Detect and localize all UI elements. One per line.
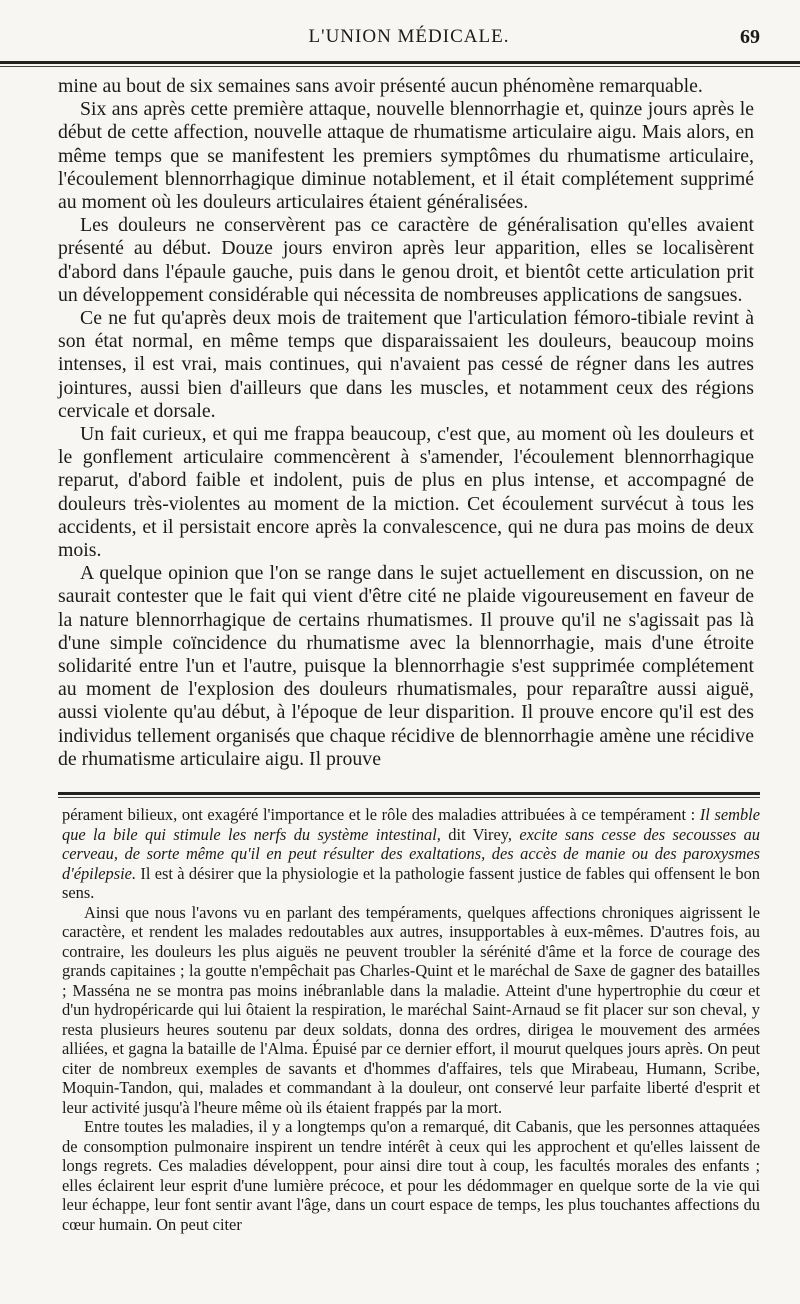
header-rule [0,61,800,64]
paragraph: Un fait curieux, et qui me frappa beaucoup, c'est que, au moment où les douleurs et le gonflement articulaire commencèrent à s'amender, l'écoulement blennorrhagique reparut, d'abord faible et indolent, puis de plus en plus intense, et accompagné de douleurs très-violentes au moment de la miction. Cet écoulement survécut à tous les accidents, et il persistait encore après la convalescence, qui ne dura pas moins de deux mois. [58,423,754,562]
footnote-quote: Il semble que la bile qui stimule les nerfs du système intestinal, [62,805,760,844]
paragraph: A quelque opinion que l'on se range dans le sujet actuellement en discussion, on ne saurait contester que le fait qui vient d'être cité ne plaide vigoureusement en faveur de la nature blennorrhagique de certains rhumatismes. Il prouve qu'il ne s'agissait pas là d'une simple coïncidence du rhumatisme avec la blennorrhagie, mais d'une étroite solidarité entre l'un et l'autre, puisque la blennorrhagie s'est supprimée complétement au moment de l'explosion des douleurs rhumatismales, pour reparaître aussi aiguë, aussi violente qu'au début, à l'époque de leur disparition. Il prouve encore qu'il est des individus tellement organisés que chaque récidive de blennorrhagie amène une récidive de rhumatisme articulaire aigu. Il prouve [58,562,754,770]
main-text [58,75,754,771]
footnote-text: pérament bilieux, ont exagéré l'importance et le rôle des maladies attribuées à ce tempérament : [62,805,700,824]
footnote-separator-thin [58,797,760,798]
footnote [62,805,760,1234]
footnote-paragraph: Ainsi que nous l'avons vu en parlant des tempéraments, quelques affections chroniques aigrissent le caractère, et rendent les malades redoutables aux autres, insupportables à eux-mêmes. D'autres fois, au contraire, les douleurs les plus aiguës ne peuvent troubler la sérénité d'âme et la force de courage des grands capitaines ; la goutte n'empêchait pas Charles-Quint et le maréchal de Saxe de gagner des batailles ; Masséna ne se montra pas moins inébranlable dans la maladie. Atteint d'une hypertrophie du cœur et d'un hydropéricarde qui lui ôtaient la respiration, le maréchal Saint-Arnaud se fit placer sur son cheval, y resta plusieurs heures soutenu par deux soldats, donna des ordres, dirigea le mouvement des armées alliées, et gagna la bataille de l'Alma. Épuisé par ce dernier effort, il mourut quelques jours après. On peut citer de nombreux exemples de savants et d'hommes d'affaires, tels que Mirabeau, Humann, Scribe, Moquin-Tandon, qui, malades et commandant à la douleur, ont conservé leur parfaite liberté d'esprit et leur activité jusqu'à l'heure même où ils étaient frappés par la mort. [62,902,760,1117]
page-header [58,0,760,50]
page-number: 69 [740,26,760,48]
footnote-paragraph [62,805,760,903]
paragraph: Six ans après cette première attaque, nouvelle blennorrhagie et, quinze jours après le début de cette affection, nouvelle attaque de rhumatisme articulaire aigu. Mais alors, en même temps que se manifestent les premiers symptômes du rhumatisme articulaire, l'écoulement blennorrhagique diminue notablement, et il était complétement supprimé au moment où les douleurs articulaires étaient généralisées. [58,98,754,214]
footnote-quote: excite sans cesse des secousses au cerveau, de sorte même qu'il en peut résulter des exaltations, des accès de manie ou des paroxysmes d'épilepsie. [62,824,761,883]
paragraph: Les douleurs ne conservèrent pas ce caractère de généralisation qu'elles avaient présenté au début. Douze jours environ après leur apparition, elles se localisèrent d'abord dans l'épaule gauche, puis dans le genou droit, et bientôt cette articulation prit un développement considérable qui nécessita de nombreuses applications de sangsues. [58,214,754,306]
running-title: L'UNION MÉDICALE. [308,26,510,47]
paragraph: mine au bout de six semaines sans avoir présenté aucun phénomène remarquable. [58,75,703,97]
footnote-paragraph: Entre toutes les maladies, il y a longtemps qu'on a remarqué, dit Cabanis, que les personnes attaquées de consomption pulmonaire inspirent un tendre intérêt à ceux qui les approchent et qu'elles laissent de longs regrets. Ces maladies développent, pour ainsi dire tout à coup, les facultés morales des enfants ; elles éclairent leur esprit d'une lumière précoce, et pour les dédommager en quelque sorte de la vie qui leur échappe, leur font sentir avant l'âge, dans un court espace de temps, les plus touchantes affections du cœur humain. On peut citer [62,1117,760,1234]
footnote-text: dit Virey, [440,824,520,844]
header-rule-thin [0,66,800,67]
footnote-text: Il est à désirer que la physiologie et la pathologie fassent justice de fables qui offensent le bon sens. [62,863,760,902]
paragraph: Ce ne fut qu'après deux mois de traitement que l'articulation fémoro-tibiale revint à son état normal, en même temps que disparaissaient les douleurs, beaucoup moins intenses, il est vrai, mais continues, qui n'avaient pas cessé de régner dans les autres jointures, aussi bien d'ailleurs que dans les muscles, et notamment ceux des régions cervicale et dorsale. [58,307,754,422]
footnote-separator [58,792,760,795]
